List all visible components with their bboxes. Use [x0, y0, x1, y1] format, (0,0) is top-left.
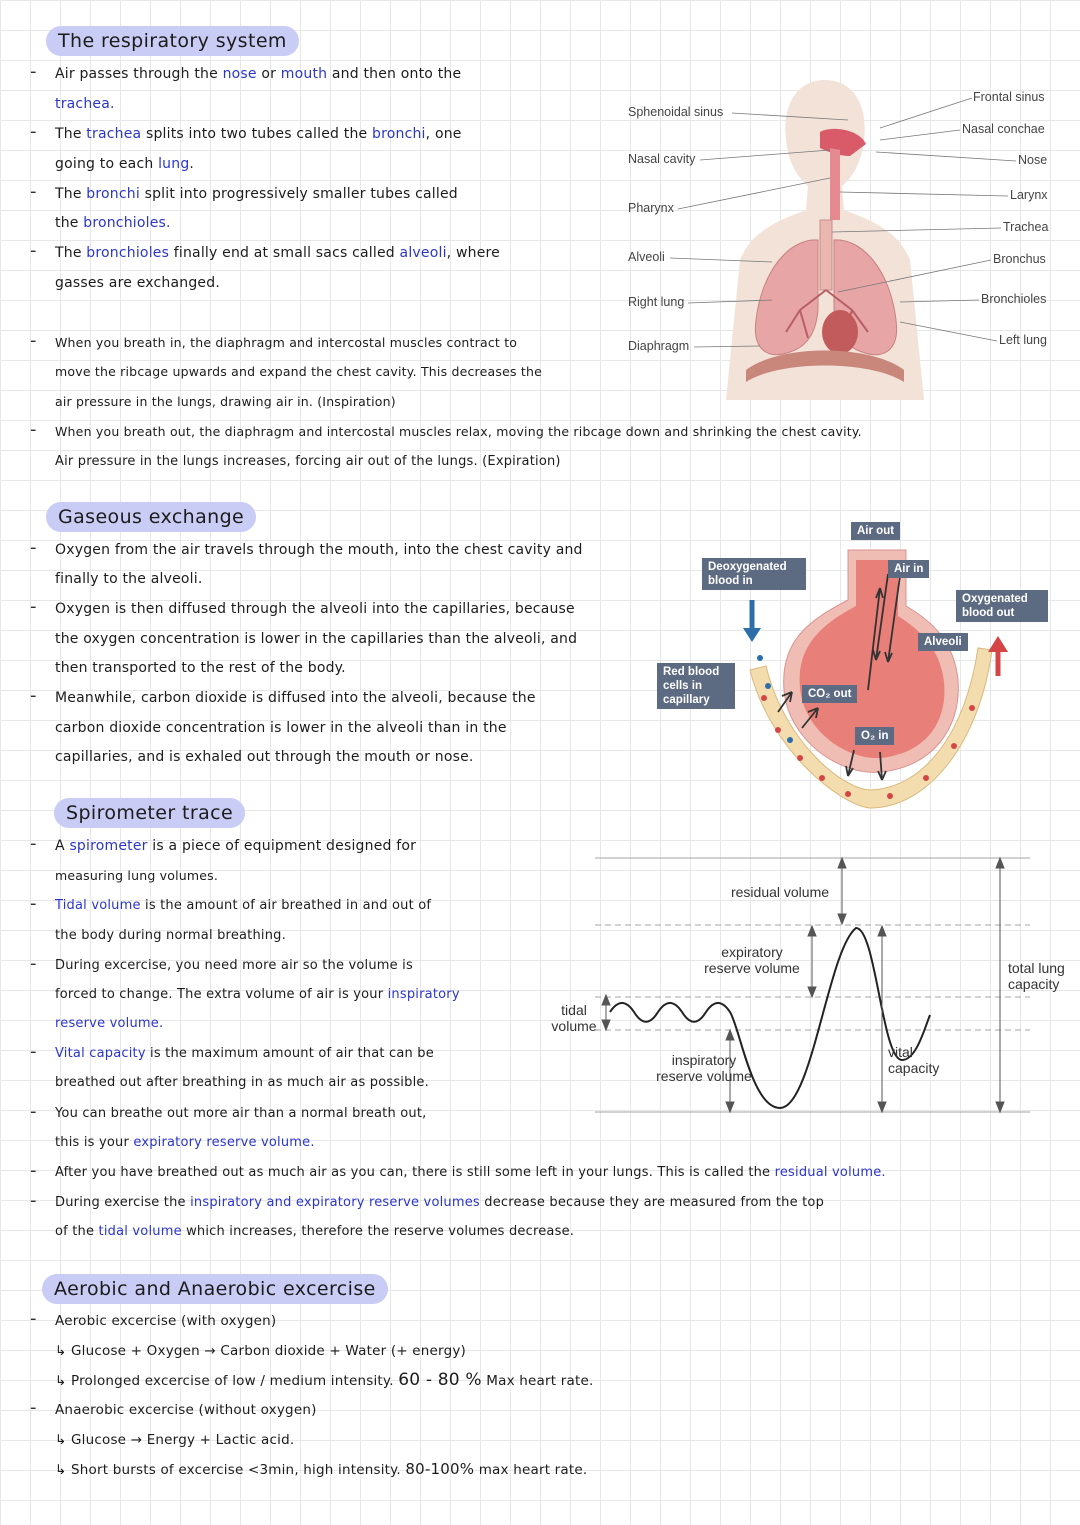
bullet: - [30, 121, 37, 142]
text-line: move the ribcage upwards and expand the chest cavity. This decreases the [55, 364, 542, 379]
bullet: - [30, 61, 37, 82]
text-line: Vital capacity is the maximum amount of air that can be [55, 1046, 434, 1061]
text-line: Air pressure in the lungs increases, forcing air out of the lungs. (Expiration) [55, 454, 561, 469]
text-line: A spirometer is a piece of equipment designed for [55, 838, 417, 854]
bullet: - [30, 330, 37, 351]
text-line: reserve volume. [55, 1016, 164, 1031]
text-line: finally to the alveoli. [55, 571, 203, 587]
text-line: ↳ Prolonged excercise of low / medium intensity. 60 - 80 % Max heart rate. [55, 1370, 594, 1390]
bullet: - [30, 1190, 37, 1211]
text-line: Oxygen is then diffused through the alveoli into the capillaries, because [55, 601, 575, 617]
bullet: - [30, 1041, 37, 1062]
bullet: - [30, 181, 37, 202]
text-line: air pressure in the lungs, drawing air in. (Inspiration) [55, 394, 396, 409]
label-o2-in: O₂ in [855, 727, 894, 745]
section-title-respiratory: The respiratory system [46, 26, 299, 56]
bullet: - [30, 833, 37, 854]
bullet: - [30, 1160, 37, 1181]
text-line: Aerobic excercise (with oxygen) [55, 1313, 277, 1329]
text-line: During excercise, you need more air so the volume is [55, 958, 413, 973]
text-line: Air passes through the nose or mouth and then onto the [55, 66, 462, 82]
label-deoxygenated: Deoxygenated blood in [702, 558, 806, 590]
text-line: trachea. [55, 96, 115, 112]
bullet: - [30, 1397, 37, 1418]
text-line: the bronchioles. [55, 215, 171, 231]
label-alveoli-box: Alveoli [918, 633, 968, 651]
section-title-spirometer: Spirometer trace [54, 798, 245, 828]
label-nose: Nose [1018, 153, 1048, 167]
text-line: Anaerobic excercise (without oxygen) [55, 1402, 317, 1418]
text-line: the body during normal breathing. [55, 928, 286, 943]
text-line: ↳ Short bursts of excercise <3min, high intensity. 80-100% max heart rate. [55, 1460, 588, 1478]
text-line: During exercise the inspiratory and expiratory reserve volumes decrease because they are measured from the top [55, 1195, 825, 1210]
text-line: breathed out after breathing in as much air as possible. [55, 1075, 429, 1090]
label-air-in: Air in [888, 560, 929, 578]
text-line: forced to change. The extra volume of air is your inspiratory [55, 987, 460, 1002]
label-trachea: Trachea [1003, 220, 1049, 234]
label-nasal-conchae: Nasal conchae [962, 122, 1045, 136]
label-nasal-cavity: Nasal cavity [628, 152, 696, 166]
label-sphenoidal-sinus: Sphenoidal sinus [628, 105, 724, 119]
label-larynx: Larynx [1010, 188, 1048, 202]
bullet: - [30, 893, 37, 914]
text-line: You can breathe out more air than a normal breath out, [55, 1106, 427, 1121]
text-line: the oxygen concentration is lower in the capillaries than the alveoli, and [55, 631, 578, 647]
label-tidal-volume: tidal volume [551, 1002, 597, 1034]
text-line: When you breath out, the diaphragm and intercostal muscles relax, moving the ribcage down and shrinking the chest cavity. [55, 424, 862, 439]
text-line: capillaries, and is exhaled out through the mouth or nose. [55, 749, 474, 765]
text-line: ↳ Glucose → Energy + Lactic acid. [55, 1432, 295, 1448]
label-expiratory-reserve: expiratory reserve volume [704, 944, 800, 976]
text-line: carbon dioxide concentration is lower in the alveoli than in the [55, 720, 507, 736]
label-air-out: Air out [851, 522, 900, 540]
label-alveoli: Alveoli [628, 250, 665, 264]
bullet: - [30, 1308, 37, 1329]
label-bronchioles: Bronchioles [981, 292, 1047, 306]
bullet: - [30, 953, 37, 974]
label-total-lung-capacity: total lung capacity [1008, 960, 1065, 992]
text-line: measuring lung volumes. [55, 868, 219, 883]
label-co2-out: CO₂ out [802, 685, 857, 703]
bullet: - [30, 419, 37, 440]
text-line: gasses are exchanged. [55, 275, 220, 291]
text-line: going to each lung. [55, 156, 195, 172]
text-line: Meanwhile, carbon dioxide is diffused into the alveoli, because the [55, 690, 536, 706]
label-bronchus: Bronchus [993, 252, 1046, 266]
text-line: of the tidal volume which increases, therefore the reserve volumes decrease. [55, 1224, 575, 1239]
anatomy-leader-lines [0, 0, 1080, 400]
text-line: After you have breathed out as much air as you can, there is still some left in your lungs. This is called the residual volume. [55, 1165, 886, 1180]
label-red-blood-cells: Red blood cells in capillary [657, 663, 735, 709]
text-line: Oxygen from the air travels through the mouth, into the chest cavity and [55, 542, 583, 558]
text-line: Tidal volume is the amount of air breathed in and out of [55, 898, 432, 913]
label-left-lung: Left lung [999, 333, 1047, 347]
bullet: - [30, 1101, 37, 1122]
section-title-gaseous: Gaseous exchange [46, 502, 256, 532]
text-line: then transported to the rest of the body. [55, 660, 346, 676]
text-line: ↳ Glucose + Oxygen → Carbon dioxide + Water (+ energy) [55, 1343, 466, 1359]
text-line: The bronchioles finally end at small sacs called alveoli, where [55, 245, 500, 261]
text-line: The trachea splits into two tubes called the bronchi, one [55, 126, 462, 142]
bullet: - [30, 537, 37, 558]
text-line: this is your expiratory reserve volume. [55, 1135, 315, 1150]
bullet: - [30, 240, 37, 261]
label-right-lung: Right lung [628, 295, 685, 309]
label-residual-volume: residual volume [730, 884, 830, 900]
bullet: - [30, 596, 37, 617]
label-vital-capacity: vital capacity [888, 1044, 940, 1076]
bullet: - [30, 685, 37, 706]
label-pharynx: Pharynx [628, 201, 674, 215]
text-line: The bronchi split into progressively smaller tubes called [55, 186, 458, 202]
label-diaphragm: Diaphragm [628, 339, 690, 353]
section-title-aerobic: Aerobic and Anaerobic excercise [42, 1274, 388, 1304]
text-line: When you breath in, the diaphragm and intercostal muscles contract to [55, 335, 518, 350]
label-frontal-sinus: Frontal sinus [973, 90, 1045, 104]
label-inspiratory-reserve: inspiratory reserve volume [656, 1052, 752, 1084]
label-oxygenated: Oxygenated blood out [956, 590, 1048, 622]
